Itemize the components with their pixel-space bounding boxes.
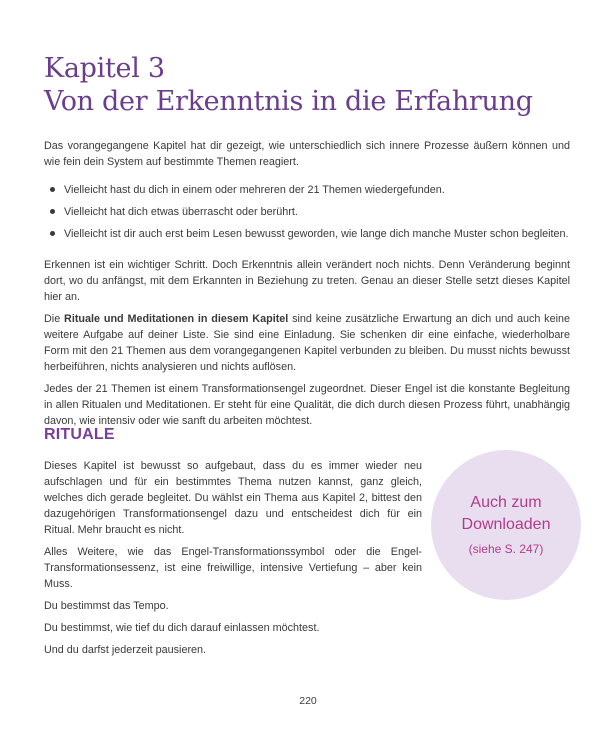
paragraph-angels: Jedes der 21 Themen ist einem Transformationsengel zugeordnet. Dieser Engel ist die konstante Begleitung in allen Ritualen und Meditationen. Er steht für eine Qualität, die dich durch diesen Prozess führt, unabhängig davon, wie intensiv oder wie sanft du arbeiten möchtest.: [44, 383, 570, 427]
bullet-icon: [50, 187, 55, 192]
bullet-text: Vielleicht ist dir auch erst beim Lesen bewusst geworden, wie lange dich manche Muster schon begleiten.: [64, 228, 569, 240]
chapter-heading: [44, 52, 584, 118]
bullet-list: [44, 182, 570, 248]
paragraph-recognition: Erkennen ist ein wichtiger Schritt. Doch Erkenntnis allein verändert noch nichts. Denn Veränderung beginnt dort, wo du anfängst, mit dem Erkannten in Beziehung zu treten. Genau an dieser Stelle setzt dieses Kapitel hier an.: [44, 259, 570, 303]
para3-prefix: Die: [44, 313, 65, 325]
badge-line-2: Downloaden: [461, 516, 551, 533]
para3-rest: sind keine zusätzliche Erwartung an dich und auch keine weitere Aufgabe auf deiner Liste. Sie sind eine Einladung. Sie schenken dir eine einfache, wiederholbare Form mit den 21 Themen aus dem vorangegangenen Kapitel verbunden zu bleiben. Du musst nichts bewusst herbeiführen, nichts analysieren und nichts auflösen.: [44, 313, 570, 373]
rituale-section: [44, 458, 422, 664]
intro-section: [44, 138, 570, 429]
ritual-paragraph: Du bestimmst, wie tief du dich darauf einlassen möchtest.: [44, 622, 320, 634]
badge-line-1: Auch zum: [470, 494, 542, 511]
para3-bold: Rituale und Meditationen in diesem Kapitel: [64, 313, 289, 325]
paragraph-rituals-invitation: [44, 311, 570, 375]
chapter-number: Kapitel 3: [44, 53, 165, 84]
page-number: 220: [299, 695, 317, 707]
badge-page-reference: (siehe S. 247): [468, 542, 544, 556]
ritual-paragraph: Alles Weitere, wie das Engel-Transformationssymbol oder die Engel-Transformationsessenz, ist eine freiwillige, intensive Vertiefung – aber kein Muss.: [44, 546, 422, 590]
list-item: [44, 204, 570, 226]
download-badge: [431, 450, 581, 600]
section-heading-rituale: RITUALE: [44, 426, 115, 443]
bullet-text: Vielleicht hast du dich in einem oder mehreren der 21 Themen wiedergefunden.: [64, 184, 445, 196]
bullet-icon: [50, 209, 55, 214]
list-item: [44, 226, 570, 248]
ritual-paragraph: Dieses Kapitel ist bewusst so aufgebaut, dass du es immer wieder neu aufschlagen und für ein bestimmtes Thema nutzen kannst, ganz gleich, welches dich gerade begleitet. Du wählst ein Thema aus Kapitel 2, bittest den dazugehörigen Transformationsengel dazu und entscheidest dich für ein Ritual. Mehr braucht es nicht.: [44, 460, 422, 536]
ritual-paragraph: Und du darfst jederzeit pausieren.: [44, 644, 207, 656]
bullet-icon: [50, 231, 55, 236]
ritual-paragraph: Du bestimmst das Tempo.: [44, 600, 169, 612]
list-item: [44, 182, 570, 204]
bullet-text: Vielleicht hat dich etwas überrascht oder berührt.: [64, 206, 298, 218]
chapter-title: Von der Erkenntnis in die Erfahrung: [44, 86, 533, 117]
intro-paragraph: Das vorangegangene Kapitel hat dir gezeigt, wie unterschiedlich sich innere Prozesse äußern können und wie fein dein System auf bestimmte Themen reagiert.: [44, 140, 570, 168]
